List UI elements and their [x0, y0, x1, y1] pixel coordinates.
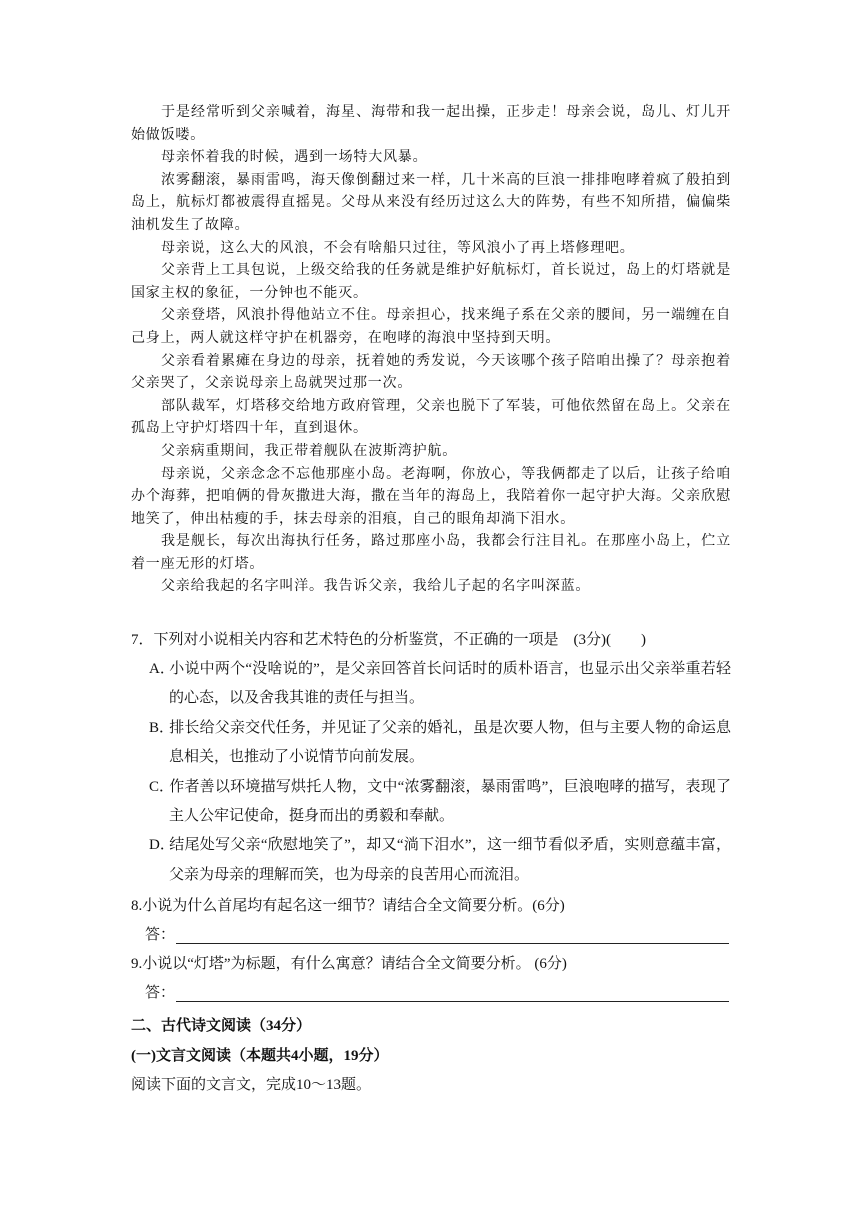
question-7-option-b	[131, 714, 731, 773]
question-9-stem: 9.小说以“灯塔”为标题，有什么寓意？请结合全文简要分析。 (6分)	[131, 956, 567, 972]
question-7-stem: 7．下列对小说相关内容和艺术特色的分析鉴赏，不正确的一项是 (3分)( )	[131, 632, 646, 648]
story-paragraph: 浓雾翻滚，暴雨雷鸣，海天像倒翻过来一样，几十米高的巨浪一排排咆哮着疯了般拍到岛上，航标灯都被震得直摇晃。父母从来没有经历过这么大的阵势，有些不知所措，偏偏柴油机发生了故障。	[131, 171, 731, 233]
section-2-title: 二、古代诗文阅读（34分）	[131, 1018, 312, 1034]
story-paragraph: 母亲说，这么大的风浪，不会有啥船只过往，等风浪小了再上塔修理吧。	[161, 239, 635, 256]
reading-instruction: 阅读下面的文言文，完成10～13题。	[131, 1077, 372, 1093]
option-letter: C．	[149, 778, 175, 795]
story-paragraph: 部队裁军，灯塔移交给地方政府管理，父亲也脱下了军装，可他依然留在岛上。父亲在孤岛上守护灯塔四十年，直到退休。	[131, 397, 731, 437]
story-passage	[131, 101, 731, 598]
answer-label: 答：	[145, 927, 176, 943]
question-7-option-a	[131, 655, 731, 714]
option-letter: A．	[149, 661, 175, 677]
question-9	[131, 952, 731, 1006]
option-letter: B．	[149, 719, 175, 736]
question-8-answer[interactable]	[131, 922, 731, 948]
option-text: 作者善以环境描写烘托人物，文中“浓雾翻滚，暴雨雷鸣”，巨浪咆哮的描写，表现了主人公牢记使命，挺身而出的勇毅和奉献。	[169, 778, 731, 825]
story-paragraph: 父亲背上工具包说，上级交给我的任务就是维护好航标灯，首长说过，岛上的灯塔就是国家主权的象征，一分钟也不能灭。	[131, 262, 731, 301]
answer-line[interactable]	[176, 943, 729, 944]
question-7	[131, 626, 731, 890]
story-paragraph: 我是舰长，每次出海执行任务，路过那座小岛，我都会行注目礼。在那座小岛上，伫立着一座无形的灯塔。	[131, 533, 731, 572]
answer-line[interactable]	[176, 1001, 729, 1002]
story-paragraph: 父亲给我起的名字叫洋。我告诉父亲，我给儿子起的名字叫深蓝。	[161, 578, 591, 595]
subsection-title: (一)文言文阅读（本题共4小题，19分）	[131, 1048, 389, 1064]
story-paragraph: 父亲病重期间，我正带着舰队在波斯湾护航。	[161, 442, 457, 459]
story-paragraph: 于是经常听到父亲喊着，海星、海带和我一起出操，正步走！母亲会说，岛儿、灯儿开始做饭喽。	[131, 104, 731, 143]
option-text: 小说中两个“没啥说的”，是父亲回答首长问话时的质朴语言，也显示出父亲举重若轻的心态，以及舍我其谁的责任与担当。	[169, 661, 731, 707]
question-7-option-d	[131, 831, 731, 890]
question-9-answer[interactable]	[131, 980, 731, 1006]
story-paragraph: 父亲看着累瘫在身边的母亲，抚着她的秀发说，今天该哪个孩子陪咱出操了？母亲抱着父亲哭了，父亲说母亲上岛就哭过那一次。	[131, 352, 731, 392]
option-letter: D．	[149, 837, 175, 854]
option-text: 结尾处写父亲“欣慰地笑了”，却又“淌下泪水”，这一细节看似矛盾，实则意蕴丰富，父亲为母亲的理解而笑，也为母亲的良苦用心而流泪。	[169, 837, 731, 883]
question-7-option-c	[131, 773, 731, 832]
question-8-stem: 8.小说为什么首尾均有起名这一细节？请结合全文简要分析。(6分)	[131, 898, 565, 914]
option-text: 排长给父亲交代任务，并见证了父亲的婚礼，虽是次要人物，但与主要人物的命运息息相关，也推动了小说情节向前发展。	[169, 719, 731, 766]
story-paragraph: 父亲登塔，风浪扑得他站立不住。母亲担心，找来绳子系在父亲的腰间，另一端缠在自己身上，两人就这样守护在机器旁，在咆哮的海浪中坚持到天明。	[131, 307, 731, 346]
story-paragraph: 母亲怀着我的时候，遇到一场特大风暴。	[161, 149, 428, 166]
story-paragraph: 母亲说，父亲念念不忘他那座小岛。老海啊，你放心，等我俩都走了以后，让孩子给咱办个海葬，把咱俩的骨灰撒进大海，撒在当年的海岛上，我陪着你一起守护大海。父亲欣慰地笑了，伸出枯瘦的手，抹去母亲的泪痕，自己的眼角却淌下泪水。	[131, 465, 731, 527]
question-8	[131, 894, 731, 948]
answer-label: 答：	[145, 985, 176, 1001]
